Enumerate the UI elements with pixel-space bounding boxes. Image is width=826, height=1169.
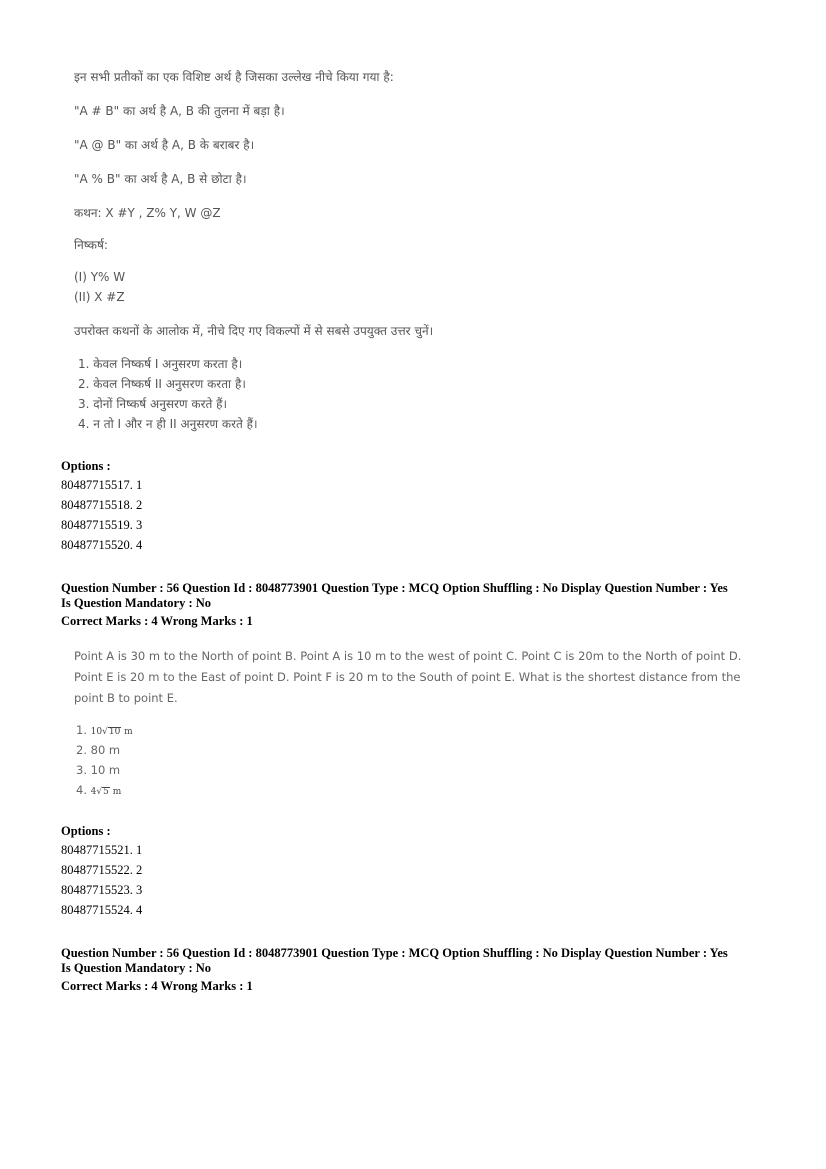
question-body-line-2: Point E is 20 m to the East of point D. Point F is 20 m to the South of point E. What is the shortest distance from the (74, 670, 741, 684)
conclusion-2: (II) X #Z (74, 290, 125, 304)
question-marks: Correct Marks : 4 Wrong Marks : 1 (61, 614, 253, 628)
choice-4: 4. न तो I और न ही II अनुसरण करते हैं। (78, 417, 258, 431)
option-id-1: 80487715521. 1 (61, 843, 143, 857)
choice-number: 4. (76, 783, 87, 797)
option-id-2: 80487715522. 2 (61, 863, 143, 877)
question-intro: इन सभी प्रतीकों का एक विशिष्ट अर्थ है जिसका उल्लेख नीचे किया गया है: (74, 70, 394, 84)
choice-3: 3. दोनों निष्कर्ष अनुसरण करते हैं। (78, 397, 228, 411)
unit: m (112, 787, 122, 797)
option-id-3: 80487715523. 3 (61, 883, 143, 897)
question-header: Question Number : 56 Question Id : 8048773901 Question Type : MCQ Option Shuffling : No Display Question Number : Yes (61, 946, 728, 960)
option-id-4: 80487715520. 4 (61, 538, 143, 552)
answer-choice-3: 3. 10 m (76, 763, 121, 777)
option-id-4: 80487715524. 4 (61, 903, 143, 917)
definition-3: "A % B" का अर्थ है A, B से छोटा है। (74, 172, 247, 186)
radicand: 10 (108, 727, 121, 737)
answer-choice-1 (76, 720, 133, 742)
question-marks: Correct Marks : 4 Wrong Marks : 1 (61, 979, 253, 993)
unit: m (124, 727, 133, 737)
question-mandatory: Is Question Mandatory : No (61, 596, 212, 610)
statement: कथन: X #Y , Z% Y, W @Z (74, 206, 221, 220)
options-label: Options : (61, 824, 111, 838)
option-id-3: 80487715519. 3 (61, 518, 143, 532)
instruction: उपरोक्त कथनों के आलोक में, नीचे दिए गए विकल्पों में से सबसे उपयुक्त उत्तर चुनें। (74, 324, 434, 338)
option-id-2: 80487715518. 2 (61, 498, 143, 512)
coefficient: 4 (90, 787, 97, 797)
choice-2: 2. केवल निष्कर्ष II अनुसरण करता है। (78, 377, 246, 391)
question-mandatory: Is Question Mandatory : No (61, 961, 212, 975)
option-id-1: 80487715517. 1 (61, 478, 143, 492)
answer-choice-2: 2. 80 m (76, 743, 121, 757)
choice-number: 1. (76, 723, 87, 737)
options-label: Options : (61, 459, 111, 473)
question-body-line-1: Point A is 30 m to the North of point B. Point A is 10 m to the west of point C. Point C is 20m to the North of point D. (74, 649, 742, 663)
answer-choice-4 (76, 780, 121, 802)
coefficient: 10 (90, 727, 103, 737)
conclusion-1: (I) Y% W (74, 270, 126, 284)
choice-1: 1. केवल निष्कर्ष I अनुसरण करता है। (78, 357, 243, 371)
question-body-line-3: point B to point E. (74, 691, 178, 705)
conclusions-label: निष्कर्ष: (74, 238, 108, 252)
radicand: 5 (103, 787, 109, 797)
definition-1: "A # B" का अर्थ है A, B की तुलना में बड़ा है। (74, 104, 285, 118)
question-header: Question Number : 56 Question Id : 8048773901 Question Type : MCQ Option Shuffling : No Display Question Number : Yes (61, 581, 728, 595)
definition-2: "A @ B" का अर्थ है A, B के बराबर है। (74, 138, 255, 152)
math-expression: 10√10 m (90, 727, 133, 737)
math-expression: 4√5 m (90, 787, 122, 797)
